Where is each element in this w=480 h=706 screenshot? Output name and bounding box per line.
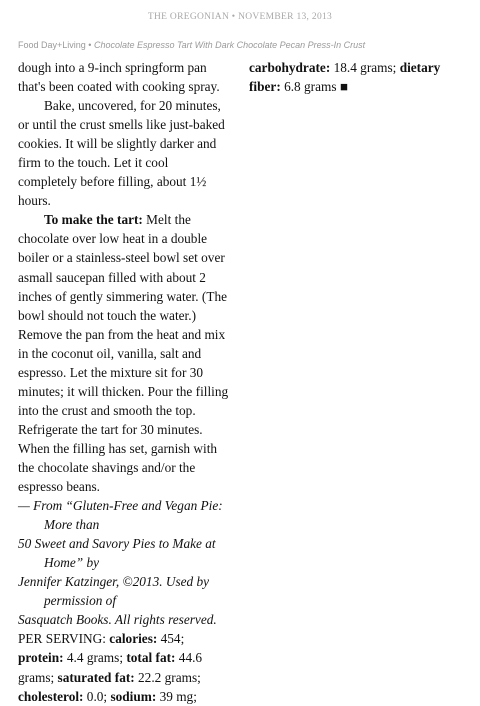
carbohydrate-value: 18.4 grams; — [330, 60, 400, 75]
fiber-label: dietary fiber: — [249, 60, 441, 95]
calories-value: 454; — [157, 631, 185, 647]
total-fat-value: 44.6 grams; — [18, 650, 203, 685]
cholesterol-value: 0.0; — [83, 688, 111, 704]
paragraph-dough: dough into a 9-inch springform pan that's been coated with cooking spray. — [18, 60, 220, 95]
end-mark-icon: ■ — [339, 79, 348, 95]
make-tart-text: Melt the chocolate over low heat in a double boiler or a stainless-steel bowl set over asmall saucepan filled with about 2 inches of gently simmering water. (The bowl should not touch the water.) Remove the pan from the heat and mix in the coconut oil, vanilla, salt and espresso. Let the mixture sit for 30 minutes; it will thicken. Pour the filling into the crust and smooth the top. Refrigerate the tart for 30 minutes. When the filling has set, garnish with the chocolate shavings and/or the espresso beans. — [18, 212, 229, 495]
total-fat-label: total fat: — [126, 650, 176, 666]
cholesterol-label: cholesterol: — [18, 688, 84, 704]
subhead-make-tart: To make the tart: — [44, 212, 143, 228]
nutrition-continued — [249, 58, 464, 96]
credit-line-2: 50 Sweet and Savory Pies to Make at Home” by — [18, 536, 216, 571]
paragraph-bake: Bake, uncovered, for 20 minutes, or until the crust smells like just-baked cookies. It will be slightly darker and firm to the touch. Let it cool completely before filling, about 1½ hours. — [18, 98, 225, 209]
article-column-left — [18, 58, 230, 706]
calories-label: calories: — [109, 631, 158, 647]
sodium-value: 39 mg; — [156, 688, 197, 704]
protein-label: protein: — [18, 650, 64, 666]
carbohydrate-label: carbohydrate: — [249, 60, 331, 75]
nutrition-intro: PER SERVING: — [18, 631, 110, 647]
breadcrumb-separator: • — [85, 40, 94, 50]
protein-value: 4.4 grams; — [63, 650, 127, 666]
saturated-fat-value: 22.2 grams; — [134, 669, 201, 685]
sodium-label: sodium: — [110, 688, 157, 704]
section-link[interactable]: Food Day+Living — [18, 40, 86, 50]
saturated-fat-label: saturated fat: — [57, 669, 135, 685]
article-title: Chocolate Espresso Tart With Dark Chocolate Pecan Press-In Crust — [93, 40, 366, 50]
credit-line-3: Jennifer Katzinger, ©2013. Used by permission of — [18, 574, 210, 609]
breadcrumb — [18, 40, 468, 50]
article-column-right — [249, 58, 464, 96]
credit-line-4: Sasquatch Books. All rights reserved. — [18, 612, 217, 628]
masthead: THE OREGONIAN • NOVEMBER 13, 2013 — [147, 12, 333, 22]
credit-line-1: — From “Gluten-Free and Vegan Pie: More than — [18, 498, 223, 533]
nutrition-info — [18, 629, 230, 705]
paragraph-make-tart — [18, 210, 230, 496]
fiber-value: 6.8 grams — [280, 79, 340, 95]
